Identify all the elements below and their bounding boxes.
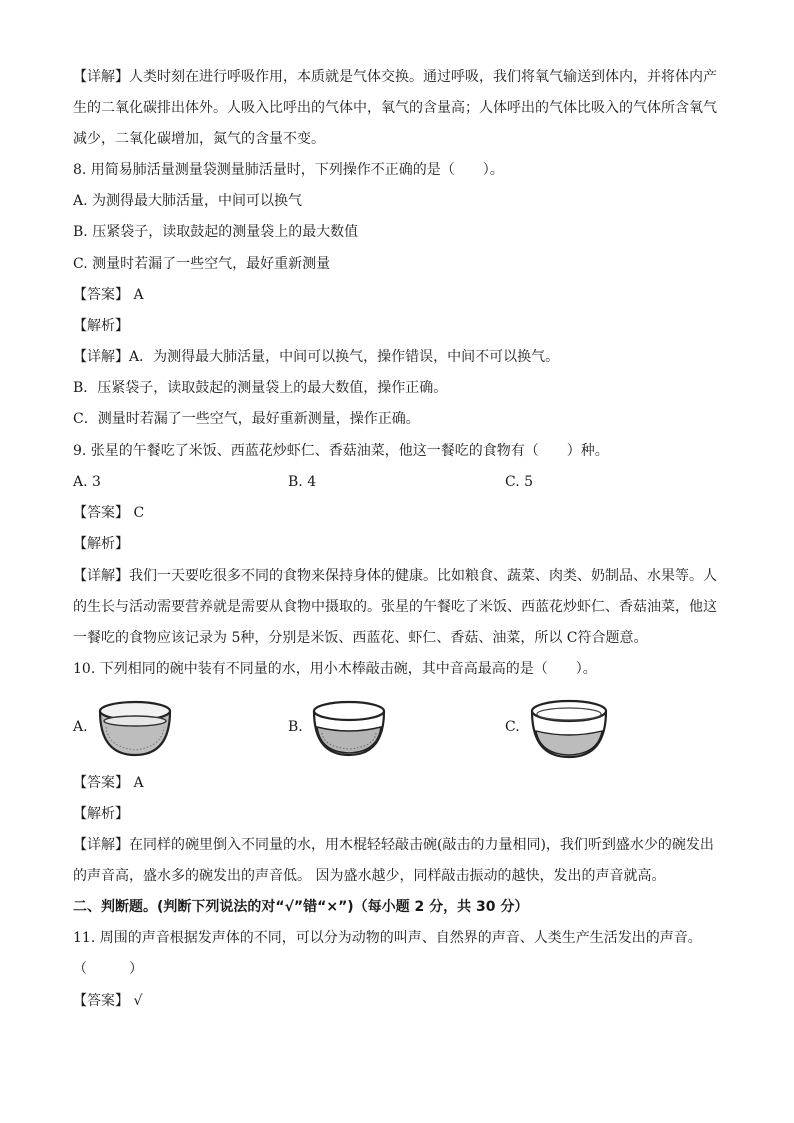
detail-tag: 【详解】	[73, 568, 129, 584]
answer-tag: 【答案】	[73, 775, 129, 791]
detail-tag: 【详解】	[73, 837, 129, 853]
q11-stem: 11. 周围的声音根据发声体的不同，可以分为动物的叫声、自然界的声音、人类生产生活发出的声音。	[73, 930, 702, 946]
q9-answer: 【答案】 C	[73, 505, 145, 521]
section-heading: 二、判断题。(判断下列说法的对“√”错“×”)（每小题 2 分，共 30 分）	[73, 899, 529, 915]
q8-option-a: A. 为测得最大肺活量，中间可以换气	[73, 193, 303, 209]
q9-option-a: A. 3	[73, 474, 101, 490]
detail-tag: 【详解】	[73, 69, 129, 85]
bowl-c-medium-water-icon	[528, 697, 610, 761]
q8-answer: 【答案】 A	[73, 287, 144, 303]
q7-detail-line-3: 减少，二氧化碳增加，氮气的含量不变。	[73, 131, 325, 147]
q7-detail-line-1: 【详解】人类时刻在进行呼吸作用，本质就是气体交换。通过呼吸，我们将氧气输送到体内，并将体内产	[73, 69, 717, 85]
q10-stem: 10. 下列相同的碗中装有不同量的水，用小木棒敲击碗，其中音高最高的是（ ）。	[73, 661, 597, 677]
answer-tag: 【答案】	[73, 993, 129, 1009]
q10-detail-line-2: 的声音高，盛水多的碗发出的声音低。 因为盛水越少，同样敲击振动的越快，发出的声音就高。	[73, 868, 666, 884]
answer-tag: 【答案】	[73, 505, 129, 521]
q8-analysis-tag: 【解析】	[73, 318, 129, 334]
q9-option-b: B. 4	[288, 474, 317, 490]
bowl-b-high-water-icon	[310, 697, 388, 759]
q9-stem: 9. 张星的午餐吃了米饭、西蓝花炒虾仁、香菇油菜，他这一餐吃的食物有（ ）种。	[73, 443, 609, 459]
q8-option-b: B. 压紧袋子，读取鼓起的测量袋上的最大数值	[73, 224, 359, 240]
answer-tag: 【答案】	[73, 287, 129, 303]
q10-detail-line-1: 【详解】在同样的碗里倒入不同量的水，用木棍轻轻敲击碗(敲击的力量相同)，我们听到盛水少的碗发出	[73, 837, 714, 853]
q8-detail-line-2: B．压紧袋子，读取鼓起的测量袋上的最大数值，操作正确。	[73, 380, 448, 396]
q8-option-c: C. 测量时若漏了一些空气，最好重新测量	[73, 256, 331, 272]
q10-answer: 【答案】 A	[73, 775, 144, 791]
detail-tag: 【详解】	[73, 349, 129, 365]
q11-answer: 【答案】 √	[73, 993, 143, 1009]
q8-stem: 8. 用简易肺活量测量袋测量肺活量时，下列操作不正确的是（ ）。	[73, 162, 504, 178]
q9-analysis-tag: 【解析】	[73, 536, 129, 552]
bowl-a-low-water-icon	[96, 697, 174, 759]
q8-detail-line-1: 【详解】A．为测得最大肺活量，中间可以换气，操作错误，中间不可以换气。	[73, 349, 560, 365]
q10-option-a: A.	[73, 719, 88, 735]
q9-detail-line-1: 【详解】我们一天要吃很多不同的食物来保持身体的健康。比如粮食、蔬菜、肉类、奶制品、水果等。人	[73, 568, 717, 584]
q9-detail-line-2: 的生长与活动需要营养就是需要从食物中摄取的。张星的午餐吃了米饭、西蓝花炒虾仁、香菇油菜，他这	[73, 599, 717, 615]
q10-option-c: C.	[505, 719, 520, 735]
q9-option-c: C. 5	[505, 474, 534, 490]
q8-detail-line-3: C．测量时若漏了一些空气，最好重新测量，操作正确。	[73, 411, 420, 427]
q7-detail-line-2: 生的二氧化碳排出体外。人吸入比呼出的气体中，氧气的含量高；人体呼出的气体比吸入的气体所含氧气	[73, 100, 717, 116]
q9-detail-line-3: 一餐吃的食物应该记录为 5种，分别是米饭、西蓝花、虾仁、香菇、油菜，所以 C符合题意。	[73, 630, 648, 646]
q10-option-b: B.	[288, 719, 303, 735]
q10-analysis-tag: 【解析】	[73, 806, 129, 822]
q11-blank: （ ）	[73, 961, 143, 977]
